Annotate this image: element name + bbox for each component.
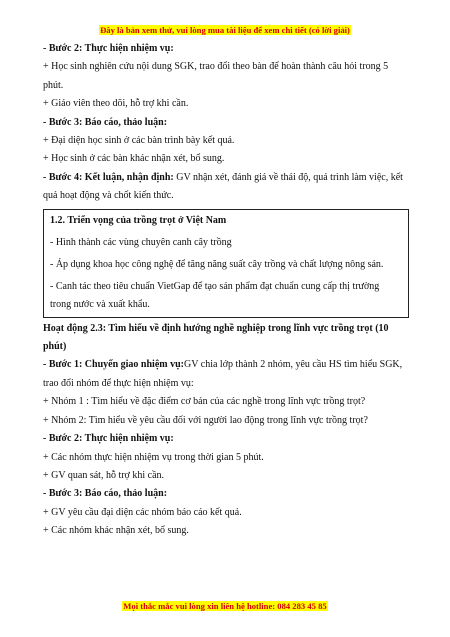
section2-step1-text: GV chia lớp thành 2 nhóm, yêu cầu HS tìm hiểu SGK, trao đổi nhóm để thực hiện nhiệm vụ: — [43, 359, 403, 389]
section1-step4-text: GV nhận xét, đánh giá về thái độ, quá trình làm việc, kết quả hoạt động và chốt kiến thức. — [43, 171, 403, 202]
section2-step1-title: - Bước 1: Chuyển giao nhiệm vụ: — [43, 359, 184, 371]
section1-step3-title: - Bước 3: Báo cáo, thảo luận: — [43, 116, 168, 128]
section2-step2-line: + Các nhóm thực hiện nhiệm vụ trong thời gian 5 phút. — [43, 451, 264, 463]
hotline-banner — [0, 601, 450, 611]
section2-step2-line: + GV quan sát, hỗ trợ khi cần. — [43, 469, 165, 481]
section1-step2-line: + Giáo viên theo dõi, hỗ trợ khi cần. — [43, 98, 189, 110]
section1-step3-line: + Học sinh ở các bàn khác nhận xét, bổ sung. — [43, 153, 225, 165]
knowledge-box-title: 1.2. Triển vọng của trồng trọt ở Việt Nam — [50, 214, 227, 226]
section1-step4-title: - Bước 4: Kết luận, nhận định: — [43, 171, 174, 183]
section2-step3-line: + Các nhóm khác nhận xét, bổ sung. — [43, 525, 189, 537]
section2-step2-title: - Bước 2: Thực hiện nhiệm vụ: — [43, 433, 174, 445]
section2-step1-paragraph — [43, 356, 409, 393]
knowledge-box-item: - Canh tác theo tiêu chuẩn VietGap để tạo sản phẩm đạt chuẩn cung cấp thị trường trong nước và xuất khẩu. — [50, 281, 380, 311]
knowledge-box-item: - Áp dụng khoa học công nghệ để tăng năng suất cây trồng và chất lượng nông sản. — [50, 259, 384, 271]
section1-step2-line: + Học sinh nghiên cứu nội dung SGK, trao đổi theo bàn để hoàn thành câu hỏi trong 5 phút. — [43, 61, 389, 91]
section1-step4-paragraph — [43, 169, 409, 206]
section2-step3-line: + GV yêu cầu đại diện các nhóm báo cáo kết quả. — [43, 506, 242, 518]
preview-notice-text: Đây là bản xem thử, vui lòng mua tài liệu để xem chi tiết (có lời giải) — [100, 25, 350, 35]
activity-title: Hoạt động 2.3: Tìm hiểu về định hướng nghề nghiệp trong lĩnh vực trồng trọt (10 phút) — [43, 322, 389, 353]
knowledge-box — [43, 209, 409, 318]
knowledge-box-item: - Hình thành các vùng chuyên canh cây trồng — [50, 236, 232, 248]
section1-step3-line: + Đại diện học sinh ở các bàn trình bày kết quả. — [43, 135, 235, 147]
preview-notice-banner — [0, 25, 450, 35]
section2-step1-line: + Nhóm 2: Tìm hiểu về yêu cầu đối với người lao động trong lĩnh vực trồng trọt? — [43, 414, 368, 426]
document-body — [43, 40, 409, 541]
section1-step2-title: - Bước 2: Thực hiện nhiệm vụ: — [43, 43, 174, 54]
hotline-text: Mọi thắc mắc vui lòng xin liên hệ hotline: 084 283 45 85 — [123, 601, 327, 611]
section2-step3-title: - Bước 3: Báo cáo, thảo luận: — [43, 488, 168, 500]
section2-step1-line: + Nhóm 1 : Tìm hiểu về đặc điểm cơ bản của các nghề trong lĩnh vực trồng trọt? — [43, 396, 366, 408]
